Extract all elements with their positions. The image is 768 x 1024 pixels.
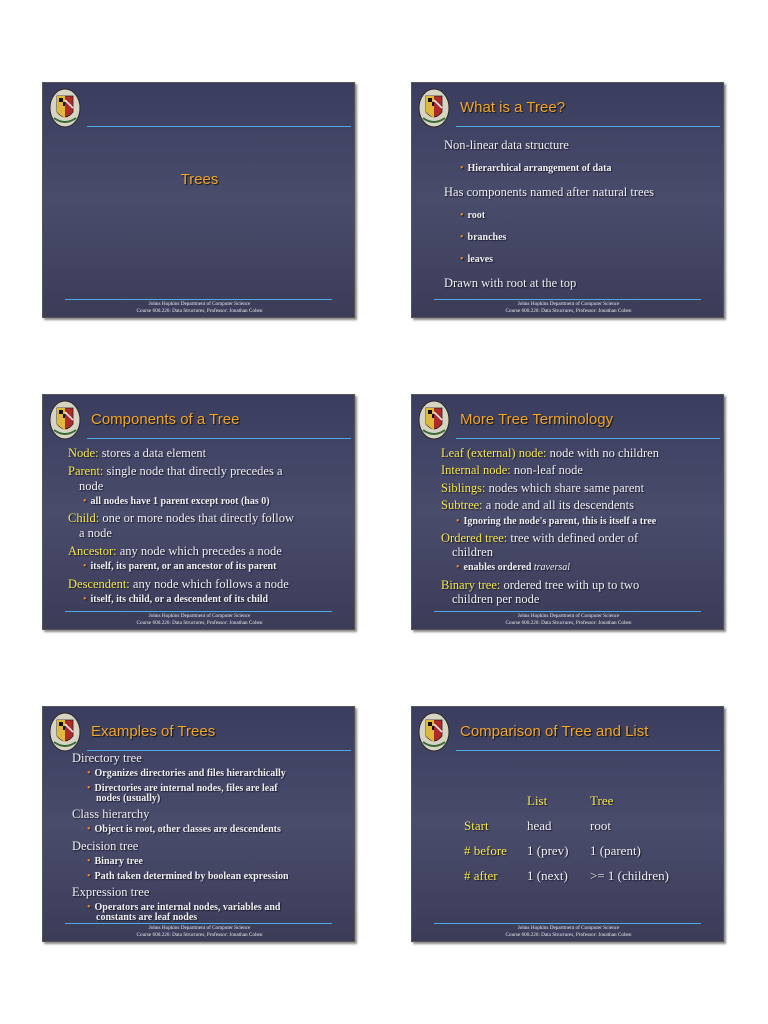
table-header-list: List [527, 793, 548, 808]
footer-line-2: Course 600.226: Data Structures, Professor: Jonathan Cohen [505, 307, 632, 314]
table-header-tree: Tree [590, 793, 614, 808]
footer-rule [65, 923, 332, 924]
slide-6 [411, 706, 724, 942]
footer-line-1: Johns Hopkins Department of Computer Science [517, 301, 620, 307]
bullet-l2: • Binary tree [87, 856, 143, 867]
bullet-l1: Descendent: any node which follows a node [68, 577, 289, 591]
slide-title: Components of a Tree [91, 411, 240, 428]
bullet-l1: Siblings: nodes which share same parent [441, 481, 645, 495]
table-row-label: # after [464, 868, 498, 883]
footer-line-1: Johns Hopkins Department of Computer Science [517, 613, 620, 619]
bullet-l2-continuation: constants are leaf nodes [96, 912, 198, 923]
bullet-l1: Drawn with root at the top [444, 276, 577, 290]
bullet-l2: • Ignoring the node's parent, this is itself a tree [456, 516, 656, 527]
table-row-label: # before [464, 843, 507, 858]
bullet-l1: Child: one or more nodes that directly follow [68, 511, 295, 525]
bullet-l1: Parent: single node that directly precedes a [68, 464, 283, 478]
slide-footer [43, 925, 355, 938]
bullet-l1: Internal node: non-leaf node [441, 463, 583, 477]
slide-4 [411, 394, 724, 630]
bullet-l2: • itself, its child, or a descendent of its child [83, 594, 268, 605]
bullet-l2: • Directories are internal nodes, files are leaf [87, 783, 278, 794]
footer-rule [65, 299, 332, 300]
footer-line-2: Course 600.226: Data Structures, Professor: Jonathan Cohen [136, 619, 263, 626]
bullet-l1: Expression tree [72, 885, 150, 899]
bullet-l2: • root [460, 210, 485, 221]
bullet-l2: • Operators are internal nodes, variables and [87, 902, 280, 913]
bullet-l1: Leaf (external) node: node with no children [441, 446, 659, 460]
bullet-l1: Directory tree [72, 751, 142, 765]
footer-line-1: Johns Hopkins Department of Computer Science [148, 925, 251, 931]
footer-line-1: Johns Hopkins Department of Computer Science [517, 925, 620, 931]
slide-title: Examples of Trees [91, 723, 216, 740]
footer-line-1: Johns Hopkins Department of Computer Science [148, 301, 251, 307]
title-rule [87, 126, 351, 127]
slide-title: Trees [180, 171, 219, 188]
bullet-l2: • itself, its parent, or an ancestor of its parent [83, 561, 276, 572]
bullet-l1: Ancestor: any node which precedes a node [68, 544, 282, 558]
slide-3 [42, 394, 355, 630]
slide-1 [42, 82, 355, 318]
slide-title: More Tree Terminology [460, 411, 614, 428]
table-row-label: Start [464, 818, 489, 833]
bullet-l2: • enables ordered traversal [456, 562, 570, 573]
table-cell: 1 (parent) [590, 843, 641, 858]
slide-footer [43, 613, 355, 626]
slide-title: What is a Tree? [460, 99, 566, 116]
title-rule [456, 750, 720, 751]
bullet-l1: Binary tree: ordered tree with up to two [441, 578, 640, 592]
table-cell: 1 (next) [527, 868, 568, 883]
bullet-l1: Ordered tree: tree with defined order of [441, 531, 639, 545]
bullet-l1: Has components named after natural trees [444, 185, 654, 199]
footer-line-2: Course 600.226: Data Structures, Professor: Jonathan Cohen [505, 931, 632, 938]
bullet-l2: • Path taken determined by boolean expression [87, 871, 289, 882]
table-cell: root [590, 818, 611, 833]
footer-rule [434, 299, 701, 300]
table-cell: head [527, 818, 552, 833]
bullet-l1-continuation: a node [79, 526, 112, 540]
footer-rule [434, 923, 701, 924]
bullet-l1-continuation: children [452, 545, 493, 559]
bullet-l1: Class hierarchy [72, 807, 150, 821]
bullet-l2: • leaves [460, 254, 493, 265]
bullet-l1: Subtree: a node and all its descendents [441, 498, 635, 512]
slide-footer [412, 925, 724, 938]
bullet-l1: Decision tree [72, 839, 139, 853]
footer-rule [434, 611, 701, 612]
footer-rule [65, 611, 332, 612]
slide-footer [412, 301, 724, 314]
footer-line-2: Course 600.226: Data Structures, Professor: Jonathan Cohen [136, 931, 263, 938]
slide-footer [412, 613, 724, 626]
slide-5 [42, 706, 355, 942]
table-cell: >= 1 (children) [590, 868, 669, 883]
slide-2 [411, 82, 724, 318]
footer-line-2: Course 600.226: Data Structures, Professor: Jonathan Cohen [505, 619, 632, 626]
bullet-l2: • Object is root, other classes are descendents [87, 824, 281, 835]
table-cell: 1 (prev) [527, 843, 569, 858]
bullet-l2: • branches [460, 232, 506, 243]
university-seal-icon [418, 712, 450, 752]
bullet-l2: • Hierarchical arrangement of data [460, 163, 611, 174]
bullet-l1: Node: stores a data element [68, 446, 207, 460]
bullet-l2: • Organizes directories and files hierarchically [87, 768, 286, 779]
slide-footer [43, 301, 355, 314]
bullet-l2-continuation: nodes (usually) [96, 793, 161, 804]
bullet-l2: • all nodes have 1 parent except root (has 0) [83, 496, 270, 507]
university-seal-icon [49, 88, 81, 128]
bullet-l1: Non-linear data structure [444, 138, 569, 152]
bullet-l1-continuation: node [79, 479, 104, 493]
slide-title: Comparison of Tree and List [460, 723, 649, 740]
footer-line-2: Course 600.226: Data Structures, Professor: Jonathan Cohen [136, 307, 263, 314]
footer-line-1: Johns Hopkins Department of Computer Science [148, 613, 251, 619]
bullet-l1-continuation: children per node [452, 592, 540, 606]
